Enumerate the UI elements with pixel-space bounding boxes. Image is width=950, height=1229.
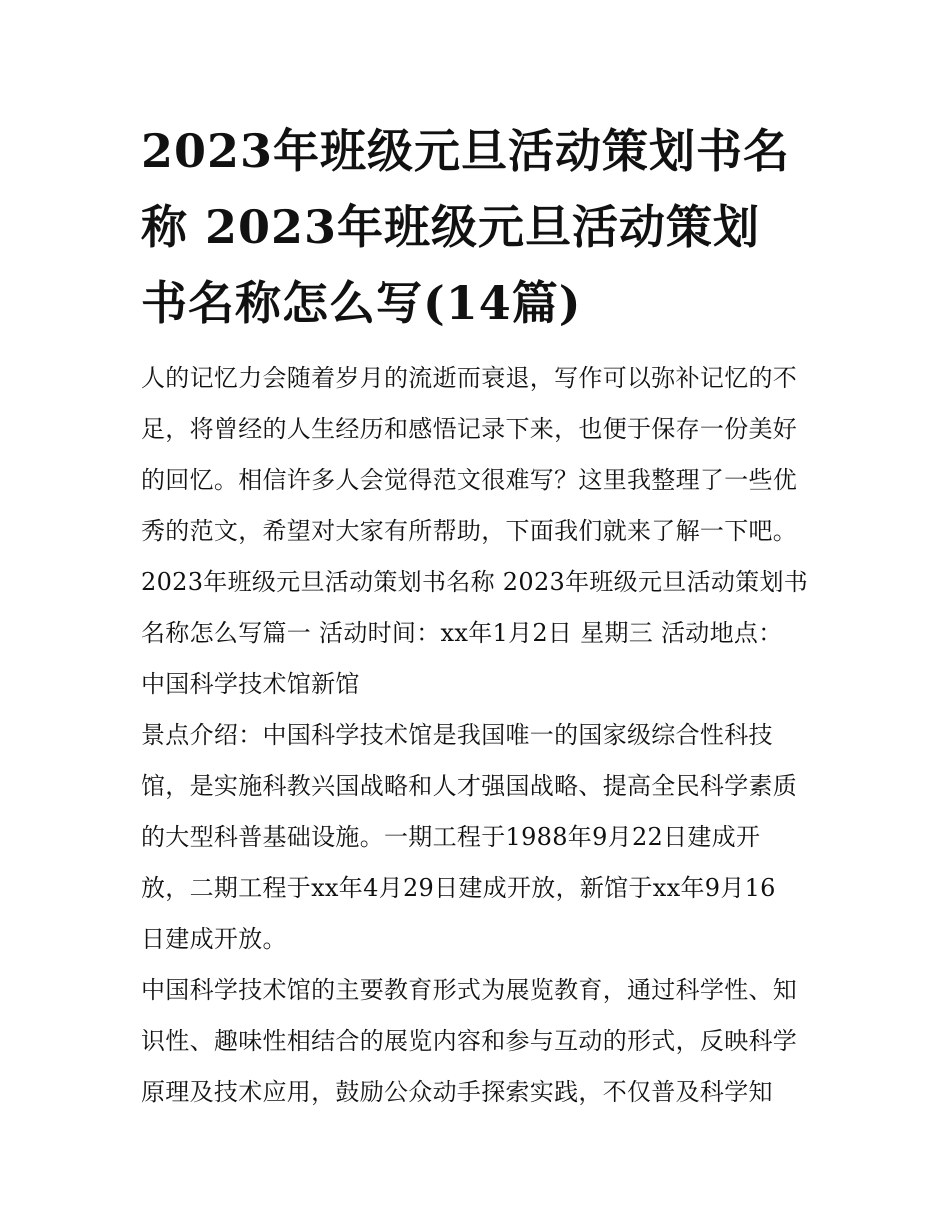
- paragraph-line: 识性、趣味性相结合的展览内容和参与互动的形式，反映科学: [141, 1027, 798, 1055]
- section-heading-line: 2023年班级元旦活动策划书名称 2023年班级元旦活动策划书: [141, 568, 809, 596]
- title-line: 称 2023年班级元旦活动策划: [141, 200, 761, 254]
- paragraph-line: 的大型科普基础设施。一期工程于1988年9月22日建成开: [141, 823, 761, 851]
- paragraph-line: 景点介绍：中国科学技术馆是我国唯一的国家级综合性科技: [141, 721, 773, 749]
- section-heading-line: 中国科学技术馆新馆: [141, 670, 360, 698]
- paragraph-line: 馆，是实施科教兴国战略和人才强国战略、提高全民科学素质: [141, 772, 798, 800]
- paragraph-line: 中国科学技术馆的主要教育形式为展览教育，通过科学性、知: [141, 976, 798, 1004]
- intro-line: 的回忆。相信许多人会觉得范文很难写？这里我整理了一些优: [141, 466, 798, 494]
- intro-line: 秀的范文，希望对大家有所帮助，下面我们就来了解一下吧。: [141, 517, 798, 545]
- intro-line: 人的记忆力会随着岁月的流逝而衰退，写作可以弥补记忆的不: [141, 364, 798, 392]
- paragraph-line: 原理及技术应用，鼓励公众动手探索实践，不仅普及科学知: [141, 1078, 773, 1106]
- section-heading-line: 名称怎么写篇一 活动时间：xx年1月2日 星期三 活动地点：: [141, 619, 783, 647]
- title-line: 书名称怎么写(14篇): [141, 276, 582, 330]
- title-line: 2023年班级元旦活动策划书名: [141, 124, 791, 178]
- paragraph-line: 日建成开放。: [141, 925, 287, 953]
- document-body: [141, 353, 821, 1118]
- paragraph-line: 放，二期工程于xx年4月29日建成开放，新馆于xx年9月16: [141, 874, 776, 902]
- intro-line: 足，将曾经的人生经历和感悟记录下来，也便于保存一份美好: [141, 415, 798, 443]
- document-title: [141, 113, 821, 341]
